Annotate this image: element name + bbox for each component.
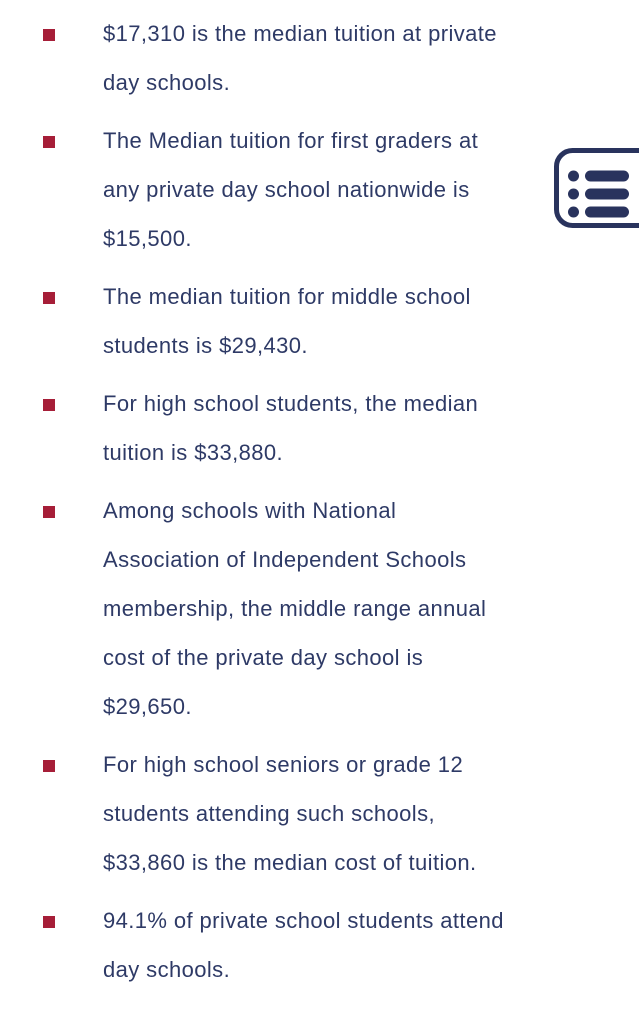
list-item-line: day schools.: [103, 70, 231, 95]
square-bullet-icon: [43, 760, 55, 772]
square-bullet-icon: [43, 292, 55, 304]
list-item-line: $15,500.: [103, 226, 192, 251]
list-item: [103, 896, 599, 994]
list-item: [103, 379, 599, 477]
list-item-line: Among schools with National: [103, 498, 397, 523]
square-bullet-icon: [43, 29, 55, 41]
list-item-line: 94.1% of private school students attend: [103, 908, 504, 933]
square-bullet-icon: [43, 916, 55, 928]
list-item-line: For high school seniors or grade 12: [103, 752, 464, 777]
list-item-line: The Median tuition for first graders at: [103, 128, 479, 153]
list-item: [103, 272, 599, 370]
list-item: [103, 9, 599, 107]
table-of-contents-button[interactable]: [554, 148, 639, 228]
list-item-line: The median tuition for middle school: [103, 284, 471, 309]
list-item: [103, 116, 599, 263]
list-item-line: $29,650.: [103, 694, 192, 719]
square-bullet-icon: [43, 399, 55, 411]
list-item: [103, 486, 599, 731]
square-bullet-icon: [43, 506, 55, 518]
list-item-line: $17,310 is the median tuition at private: [103, 21, 497, 46]
list-item-line: any private day school nationwide is: [103, 177, 470, 202]
list-item-line: day schools.: [103, 957, 231, 982]
list-item-line: $33,860 is the median cost of tuition.: [103, 850, 477, 875]
list-item-line: membership, the middle range annual: [103, 596, 487, 621]
list-item-line: tuition is $33,880.: [103, 440, 284, 465]
list-item-line: Association of Independent Schools: [103, 547, 467, 572]
table-of-contents-list-icon: [554, 148, 639, 228]
list-item-line: students is $29,430.: [103, 333, 308, 358]
list-item-line: students attending such schools,: [103, 801, 436, 826]
list-item-line: cost of the private day school is: [103, 645, 424, 670]
square-bullet-icon: [43, 136, 55, 148]
list-item-line: For high school students, the median: [103, 391, 479, 416]
list-item: [103, 740, 599, 887]
